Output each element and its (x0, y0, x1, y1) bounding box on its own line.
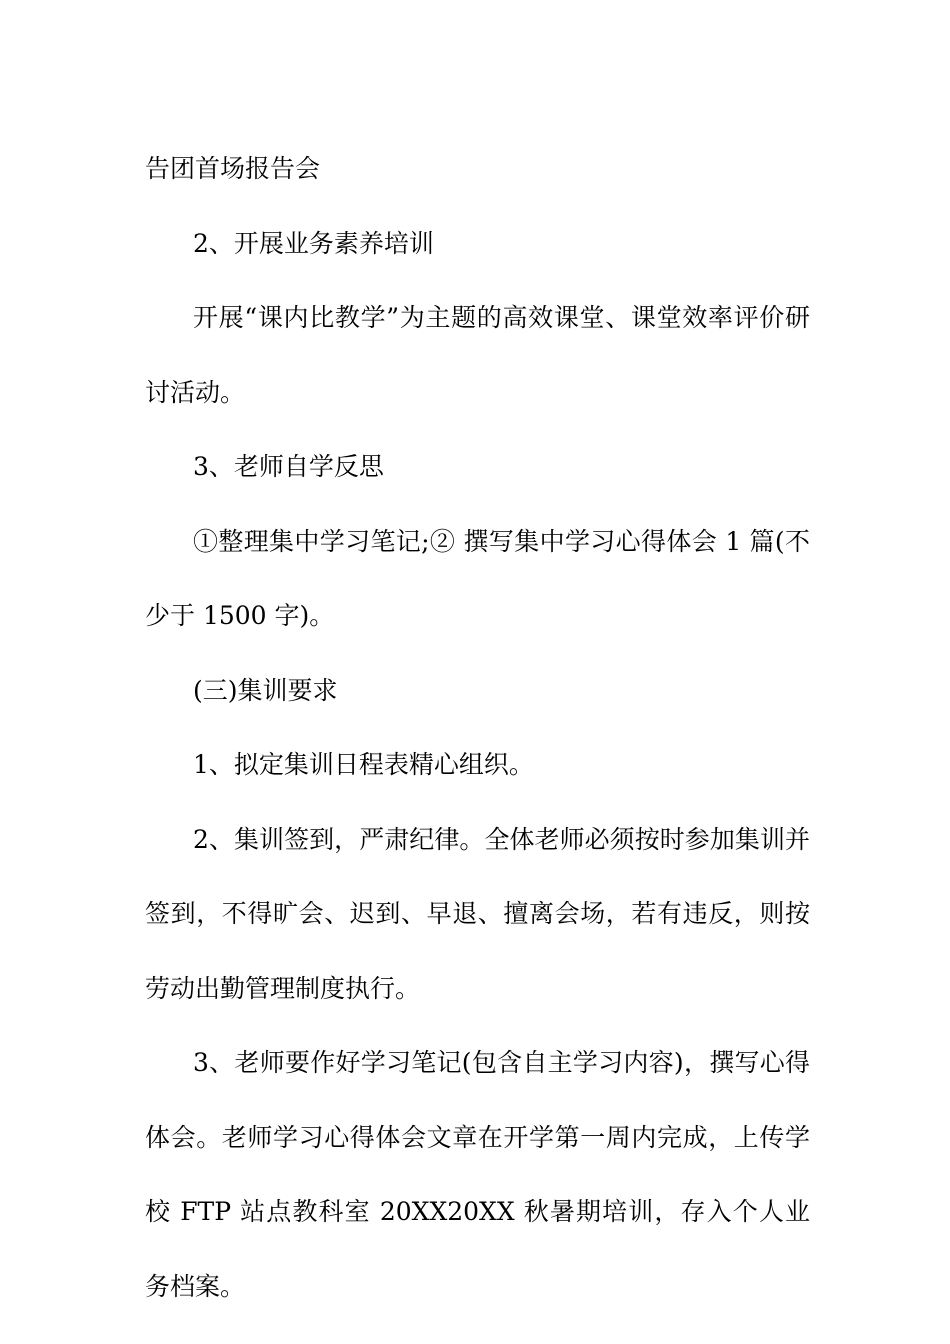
paragraph-requirement-3: 3、老师要作好学习笔记(包含自主学习内容)，撰写心得体会。老师学习心得体会文章在开学第一周内完成，上传学校 FTP 站点教科室 20XX20XX 秋暑期培训，存入个人业务档案。 (145, 1048, 810, 1301)
section-heading-requirements: (三)集训要求 (193, 675, 338, 705)
paragraph-item-3-body: ①整理集中学习笔记;② 撰写集中学习心得体会 1 篇(不少于 1500 字)。 (145, 526, 810, 630)
paragraph-requirement-2: 2、集训签到，严肃纪律。全体老师必须按时参加集训并签到，不得旷会、迟到、早退、擅离会场，若有违反，则按劳动出勤管理制度执行。 (145, 824, 810, 1003)
paragraph-item-2-body: 开展“课内比教学”为主题的高效课堂、课堂效率评价研讨活动。 (145, 303, 810, 407)
paragraph-continuation: 告团首场报告会 (145, 154, 321, 183)
document-body (145, 132, 810, 1324)
paragraph-item-3-title: 3、老师自学反思 (193, 452, 384, 481)
paragraph-requirement-1: 1、拟定集训日程表精心组织。 (193, 750, 534, 779)
paragraph-item-2-title: 2、开展业务素养培训 (193, 228, 434, 258)
